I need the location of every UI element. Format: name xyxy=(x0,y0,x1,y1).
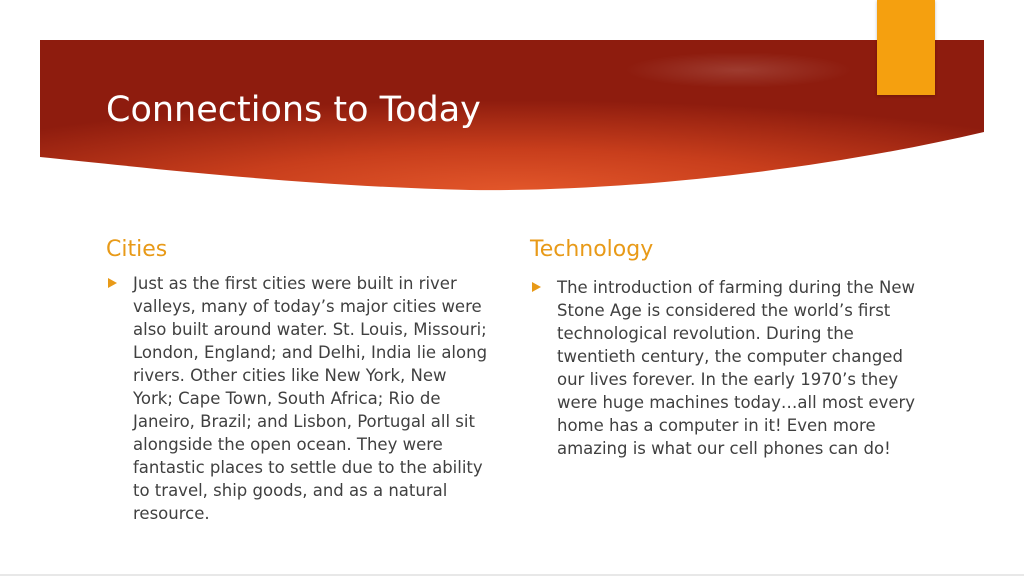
cities-column xyxy=(106,232,491,525)
cities-bullet xyxy=(106,272,491,525)
triangle-bullet-icon xyxy=(532,282,541,292)
slide-title: Connections to Today xyxy=(106,90,481,130)
triangle-bullet-icon xyxy=(108,278,117,288)
accent-tab xyxy=(877,0,935,95)
technology-heading: Technology xyxy=(530,237,654,262)
cities-text: Just as the first cities were built in river valleys, many of today’s major cities were also built around water. St. Louis, Missouri; London, England; and Delhi, India lie along rivers. Other cities like New York, New York; Cape Town, South Africa; Rio de Janeiro, Brazil; and Lisbon, Portugal all sit alongside the open ocean. They were fantastic places to settle due to the ability to travel, ship goods, and as a natural resource. xyxy=(133,274,488,523)
technology-text: The introduction of farming during the New Stone Age is considered the world’s first technological revolution. During the twentieth century, the computer changed our lives forever. In the early 1970’s they were huge machines today…all most every home has a computer in it! Even more amazing is what our cell phones can do! xyxy=(557,278,916,458)
technology-column xyxy=(530,232,925,460)
cities-heading: Cities xyxy=(106,237,168,262)
technology-bullet xyxy=(530,276,925,460)
